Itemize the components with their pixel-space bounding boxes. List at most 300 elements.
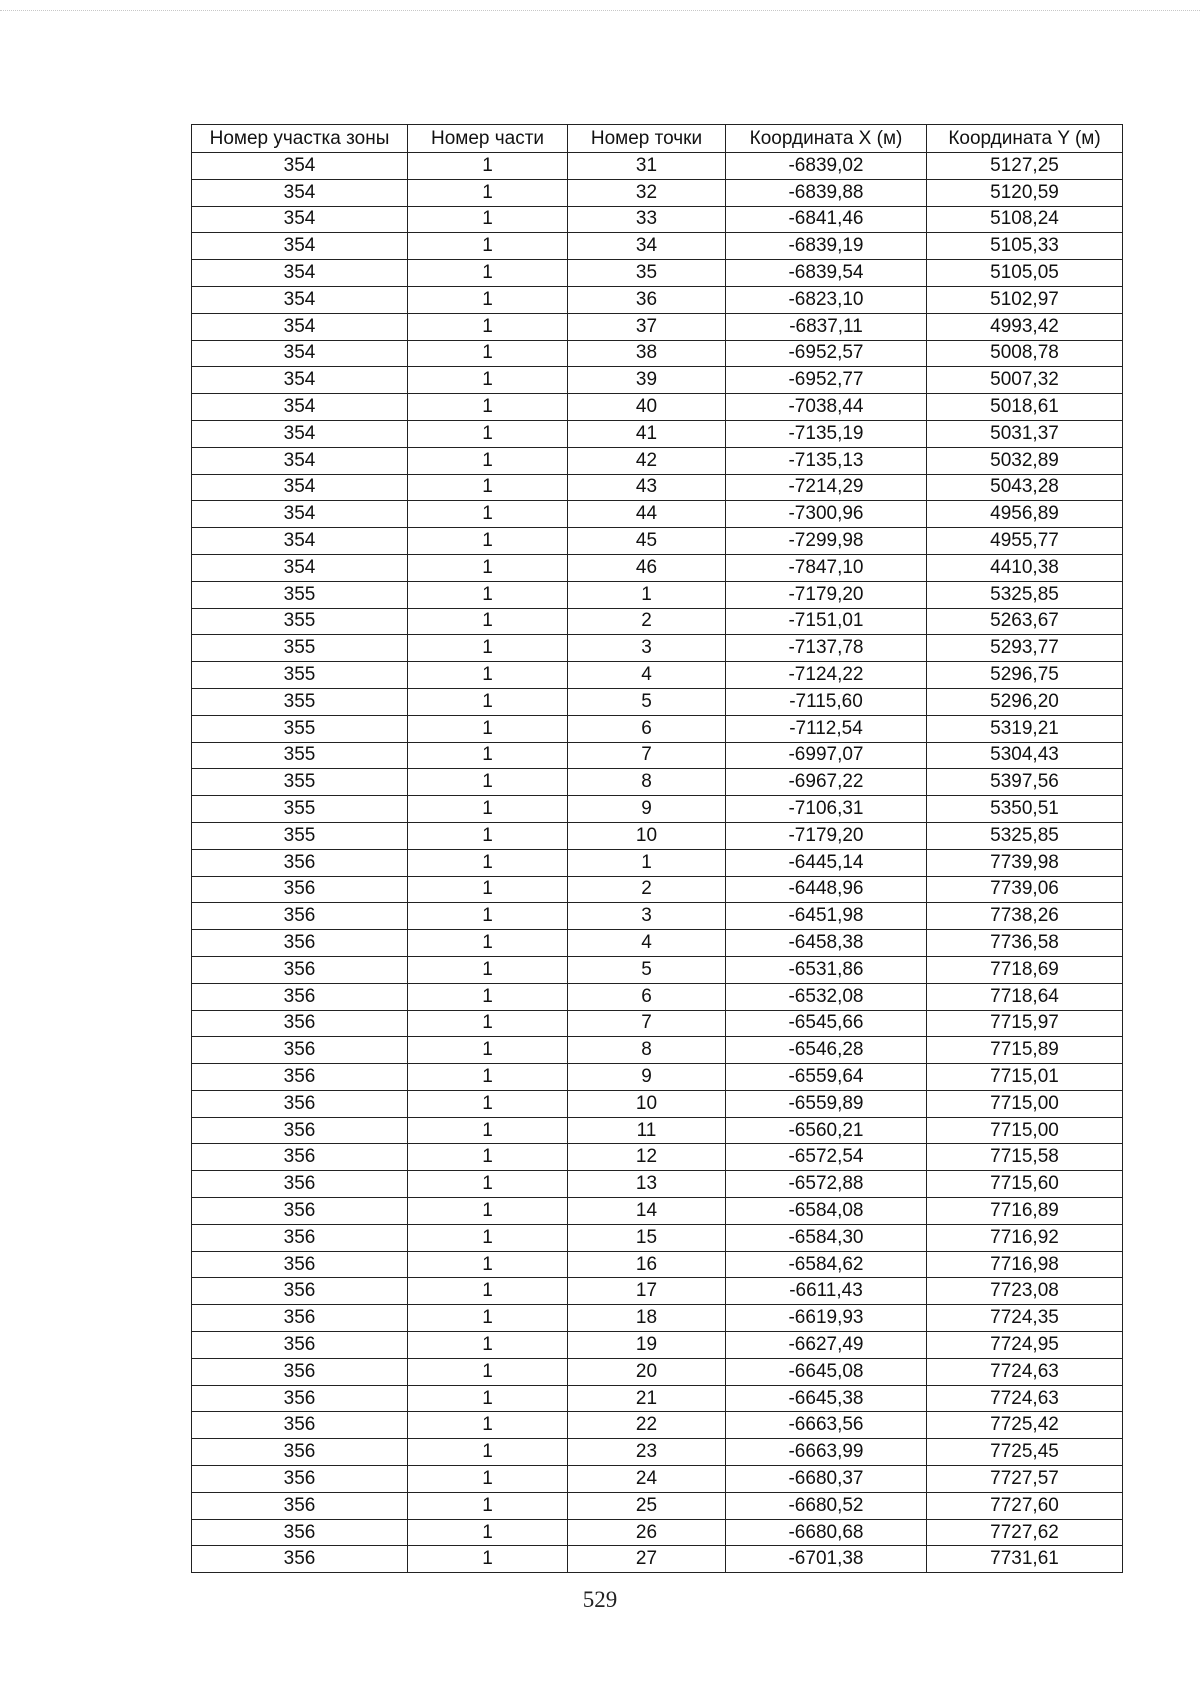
- cell-zone-plot-number: 354: [192, 179, 408, 206]
- cell-point-number: 27: [568, 1546, 726, 1573]
- table-row: [192, 153, 1123, 180]
- table-row: [192, 367, 1123, 394]
- cell-point-number: 42: [568, 447, 726, 474]
- cell-zone-plot-number: 356: [192, 876, 408, 903]
- cell-part-number: 1: [408, 876, 568, 903]
- cell-zone-plot-number: 354: [192, 340, 408, 367]
- cell-zone-plot-number: 356: [192, 1358, 408, 1385]
- table-row: [192, 1251, 1123, 1278]
- cell-coordinate-y: 7736,58: [927, 930, 1123, 957]
- cell-coordinate-x: -7151,01: [726, 608, 927, 635]
- cell-point-number: 19: [568, 1332, 726, 1359]
- cell-part-number: 1: [408, 1358, 568, 1385]
- cell-coordinate-x: -7214,29: [726, 474, 927, 501]
- cell-part-number: 1: [408, 286, 568, 313]
- cell-part-number: 1: [408, 206, 568, 233]
- cell-part-number: 1: [408, 1224, 568, 1251]
- table-row: [192, 930, 1123, 957]
- table-row: [192, 715, 1123, 742]
- cell-part-number: 1: [408, 1466, 568, 1493]
- header-point-number: Номер точки: [568, 125, 726, 153]
- cell-point-number: 6: [568, 983, 726, 1010]
- table-row: [192, 420, 1123, 447]
- cell-coordinate-y: 7716,89: [927, 1198, 1123, 1225]
- cell-coordinate-x: -6560,21: [726, 1117, 927, 1144]
- cell-point-number: 11: [568, 1117, 726, 1144]
- cell-point-number: 18: [568, 1305, 726, 1332]
- cell-zone-plot-number: 355: [192, 581, 408, 608]
- cell-zone-plot-number: 355: [192, 822, 408, 849]
- cell-part-number: 1: [408, 233, 568, 260]
- cell-coordinate-x: -7179,20: [726, 581, 927, 608]
- table-row: [192, 956, 1123, 983]
- cell-part-number: 1: [408, 420, 568, 447]
- cell-point-number: 23: [568, 1439, 726, 1466]
- cell-point-number: 7: [568, 1010, 726, 1037]
- table-row: [192, 528, 1123, 555]
- cell-coordinate-x: -7300,96: [726, 501, 927, 528]
- cell-part-number: 1: [408, 635, 568, 662]
- cell-point-number: 40: [568, 394, 726, 421]
- cell-point-number: 1: [568, 849, 726, 876]
- cell-part-number: 1: [408, 1144, 568, 1171]
- cell-zone-plot-number: 356: [192, 1466, 408, 1493]
- cell-coordinate-x: -7124,22: [726, 662, 927, 689]
- cell-point-number: 36: [568, 286, 726, 313]
- cell-part-number: 1: [408, 394, 568, 421]
- cell-part-number: 1: [408, 1439, 568, 1466]
- cell-coordinate-x: -6584,30: [726, 1224, 927, 1251]
- cell-coordinate-x: -6839,88: [726, 179, 927, 206]
- cell-coordinate-x: -6841,46: [726, 206, 927, 233]
- cell-part-number: 1: [408, 1064, 568, 1091]
- cell-coordinate-x: -6967,22: [726, 769, 927, 796]
- cell-part-number: 1: [408, 1412, 568, 1439]
- cell-coordinate-y: 5296,20: [927, 688, 1123, 715]
- cell-part-number: 1: [408, 340, 568, 367]
- cell-coordinate-y: 5293,77: [927, 635, 1123, 662]
- cell-coordinate-x: -6611,43: [726, 1278, 927, 1305]
- cell-zone-plot-number: 354: [192, 313, 408, 340]
- table-row: [192, 581, 1123, 608]
- cell-point-number: 10: [568, 822, 726, 849]
- cell-part-number: 1: [408, 474, 568, 501]
- cell-zone-plot-number: 354: [192, 394, 408, 421]
- cell-point-number: 13: [568, 1171, 726, 1198]
- cell-zone-plot-number: 356: [192, 1492, 408, 1519]
- cell-coordinate-y: 7715,89: [927, 1037, 1123, 1064]
- table-row: [192, 447, 1123, 474]
- cell-coordinate-x: -6445,14: [726, 849, 927, 876]
- table-row: [192, 394, 1123, 421]
- cell-zone-plot-number: 356: [192, 1144, 408, 1171]
- cell-coordinate-y: 7731,61: [927, 1546, 1123, 1573]
- cell-zone-plot-number: 355: [192, 608, 408, 635]
- cell-coordinate-x: -6701,38: [726, 1546, 927, 1573]
- cell-zone-plot-number: 356: [192, 1385, 408, 1412]
- table-row: [192, 1198, 1123, 1225]
- table-row: [192, 1305, 1123, 1332]
- cell-point-number: 45: [568, 528, 726, 555]
- cell-coordinate-x: -6627,49: [726, 1332, 927, 1359]
- cell-coordinate-y: 7738,26: [927, 903, 1123, 930]
- cell-point-number: 43: [568, 474, 726, 501]
- cell-coordinate-x: -6645,08: [726, 1358, 927, 1385]
- cell-point-number: 7: [568, 742, 726, 769]
- cell-zone-plot-number: 355: [192, 742, 408, 769]
- cell-point-number: 44: [568, 501, 726, 528]
- cell-coordinate-x: -6572,88: [726, 1171, 927, 1198]
- cell-point-number: 20: [568, 1358, 726, 1385]
- table-row: [192, 822, 1123, 849]
- cell-point-number: 9: [568, 796, 726, 823]
- cell-zone-plot-number: 354: [192, 501, 408, 528]
- cell-part-number: 1: [408, 1010, 568, 1037]
- cell-zone-plot-number: 356: [192, 930, 408, 957]
- cell-coordinate-y: 5007,32: [927, 367, 1123, 394]
- cell-coordinate-y: 5102,97: [927, 286, 1123, 313]
- cell-coordinate-y: 7715,00: [927, 1117, 1123, 1144]
- cell-part-number: 1: [408, 1492, 568, 1519]
- table-row: [192, 1224, 1123, 1251]
- cell-point-number: 21: [568, 1385, 726, 1412]
- cell-point-number: 4: [568, 662, 726, 689]
- header-zone-plot-number: Номер участка зоны: [192, 125, 408, 153]
- table-row: [192, 1546, 1123, 1573]
- cell-part-number: 1: [408, 313, 568, 340]
- cell-zone-plot-number: 356: [192, 903, 408, 930]
- cell-part-number: 1: [408, 715, 568, 742]
- cell-zone-plot-number: 354: [192, 233, 408, 260]
- cell-point-number: 4: [568, 930, 726, 957]
- cell-coordinate-x: -6546,28: [726, 1037, 927, 1064]
- cell-part-number: 1: [408, 179, 568, 206]
- cell-part-number: 1: [408, 1332, 568, 1359]
- cell-part-number: 1: [408, 849, 568, 876]
- cell-coordinate-x: -6952,57: [726, 340, 927, 367]
- page-number: 529: [582, 1587, 618, 1612]
- cell-point-number: 34: [568, 233, 726, 260]
- table-header-row: [192, 125, 1123, 153]
- cell-zone-plot-number: 354: [192, 260, 408, 287]
- cell-part-number: 1: [408, 822, 568, 849]
- cell-zone-plot-number: 356: [192, 1439, 408, 1466]
- cell-part-number: 1: [408, 956, 568, 983]
- table-row: [192, 662, 1123, 689]
- cell-zone-plot-number: 356: [192, 1171, 408, 1198]
- cell-coordinate-y: 5397,56: [927, 769, 1123, 796]
- cell-coordinate-y: 7715,97: [927, 1010, 1123, 1037]
- cell-coordinate-y: 7739,98: [927, 849, 1123, 876]
- cell-coordinate-y: 4956,89: [927, 501, 1123, 528]
- table-row: [192, 340, 1123, 367]
- cell-point-number: 8: [568, 769, 726, 796]
- cell-point-number: 33: [568, 206, 726, 233]
- cell-coordinate-x: -6839,19: [726, 233, 927, 260]
- cell-coordinate-y: 5108,24: [927, 206, 1123, 233]
- table-row: [192, 688, 1123, 715]
- cell-point-number: 2: [568, 608, 726, 635]
- cell-point-number: 5: [568, 688, 726, 715]
- scan-top-edge: [0, 10, 1200, 11]
- table-row: [192, 796, 1123, 823]
- cell-coordinate-y: 5325,85: [927, 822, 1123, 849]
- cell-zone-plot-number: 356: [192, 1037, 408, 1064]
- cell-coordinate-x: -7299,98: [726, 528, 927, 555]
- cell-coordinate-x: -6531,86: [726, 956, 927, 983]
- cell-coordinate-y: 5120,59: [927, 179, 1123, 206]
- cell-coordinate-x: -7137,78: [726, 635, 927, 662]
- cell-coordinate-x: -6645,38: [726, 1385, 927, 1412]
- cell-coordinate-x: -6532,08: [726, 983, 927, 1010]
- table-row: [192, 1064, 1123, 1091]
- cell-point-number: 39: [568, 367, 726, 394]
- cell-zone-plot-number: 354: [192, 528, 408, 555]
- table-body: [192, 153, 1123, 1573]
- cell-coordinate-y: 5296,75: [927, 662, 1123, 689]
- cell-coordinate-y: 5105,05: [927, 260, 1123, 287]
- coordinates-table: [191, 124, 1123, 1573]
- cell-coordinate-x: -6680,52: [726, 1492, 927, 1519]
- cell-coordinate-y: 7727,57: [927, 1466, 1123, 1493]
- cell-part-number: 1: [408, 260, 568, 287]
- cell-coordinate-y: 7724,95: [927, 1332, 1123, 1359]
- cell-coordinate-y: 7723,08: [927, 1278, 1123, 1305]
- cell-part-number: 1: [408, 367, 568, 394]
- table-row: [192, 313, 1123, 340]
- cell-part-number: 1: [408, 796, 568, 823]
- table-row: [192, 635, 1123, 662]
- cell-part-number: 1: [408, 1385, 568, 1412]
- table-row: [192, 903, 1123, 930]
- cell-coordinate-y: 5105,33: [927, 233, 1123, 260]
- cell-coordinate-y: 5350,51: [927, 796, 1123, 823]
- cell-coordinate-y: 7724,63: [927, 1385, 1123, 1412]
- cell-coordinate-x: -6663,56: [726, 1412, 927, 1439]
- cell-part-number: 1: [408, 153, 568, 180]
- table-row: [192, 233, 1123, 260]
- cell-coordinate-x: -6451,98: [726, 903, 927, 930]
- cell-point-number: 15: [568, 1224, 726, 1251]
- cell-coordinate-x: -7038,44: [726, 394, 927, 421]
- cell-zone-plot-number: 354: [192, 286, 408, 313]
- cell-coordinate-y: 4993,42: [927, 313, 1123, 340]
- cell-zone-plot-number: 356: [192, 1117, 408, 1144]
- cell-coordinate-x: -6680,68: [726, 1519, 927, 1546]
- cell-coordinate-x: -7847,10: [726, 554, 927, 581]
- table-row: [192, 1492, 1123, 1519]
- cell-coordinate-x: -6837,11: [726, 313, 927, 340]
- table-row: [192, 1439, 1123, 1466]
- cell-part-number: 1: [408, 554, 568, 581]
- cell-zone-plot-number: 356: [192, 1332, 408, 1359]
- cell-coordinate-y: 7724,35: [927, 1305, 1123, 1332]
- cell-zone-plot-number: 355: [192, 796, 408, 823]
- cell-coordinate-x: -6545,66: [726, 1010, 927, 1037]
- table-row: [192, 501, 1123, 528]
- cell-zone-plot-number: 354: [192, 474, 408, 501]
- table-row: [192, 608, 1123, 635]
- cell-zone-plot-number: 354: [192, 554, 408, 581]
- table-row: [192, 179, 1123, 206]
- table-row: [192, 474, 1123, 501]
- table-row: [192, 983, 1123, 1010]
- cell-coordinate-x: -6619,93: [726, 1305, 927, 1332]
- cell-part-number: 1: [408, 528, 568, 555]
- cell-point-number: 37: [568, 313, 726, 340]
- table-row: [192, 1358, 1123, 1385]
- cell-zone-plot-number: 355: [192, 715, 408, 742]
- cell-zone-plot-number: 356: [192, 1519, 408, 1546]
- cell-zone-plot-number: 356: [192, 983, 408, 1010]
- table-row: [192, 876, 1123, 903]
- cell-point-number: 24: [568, 1466, 726, 1493]
- cell-coordinate-y: 7724,63: [927, 1358, 1123, 1385]
- cell-coordinate-y: 5304,43: [927, 742, 1123, 769]
- cell-point-number: 25: [568, 1492, 726, 1519]
- cell-coordinate-x: -7106,31: [726, 796, 927, 823]
- table-row: [192, 849, 1123, 876]
- cell-point-number: 38: [568, 340, 726, 367]
- cell-part-number: 1: [408, 1278, 568, 1305]
- cell-part-number: 1: [408, 1117, 568, 1144]
- cell-coordinate-x: -6559,64: [726, 1064, 927, 1091]
- cell-part-number: 1: [408, 1090, 568, 1117]
- cell-part-number: 1: [408, 662, 568, 689]
- cell-zone-plot-number: 354: [192, 447, 408, 474]
- cell-point-number: 31: [568, 153, 726, 180]
- cell-part-number: 1: [408, 1519, 568, 1546]
- cell-part-number: 1: [408, 608, 568, 635]
- cell-zone-plot-number: 356: [192, 1278, 408, 1305]
- table-row: [192, 1332, 1123, 1359]
- cell-coordinate-y: 5263,67: [927, 608, 1123, 635]
- cell-zone-plot-number: 356: [192, 1546, 408, 1573]
- cell-part-number: 1: [408, 930, 568, 957]
- cell-coordinate-x: -6448,96: [726, 876, 927, 903]
- cell-part-number: 1: [408, 688, 568, 715]
- cell-coordinate-x: -6572,54: [726, 1144, 927, 1171]
- cell-point-number: 41: [568, 420, 726, 447]
- cell-coordinate-y: 7727,60: [927, 1492, 1123, 1519]
- cell-point-number: 14: [568, 1198, 726, 1225]
- cell-coordinate-x: -6584,62: [726, 1251, 927, 1278]
- cell-coordinate-y: 7725,45: [927, 1439, 1123, 1466]
- cell-part-number: 1: [408, 1171, 568, 1198]
- cell-coordinate-x: -6680,37: [726, 1466, 927, 1493]
- cell-coordinate-y: 7718,69: [927, 956, 1123, 983]
- cell-coordinate-x: -6839,02: [726, 153, 927, 180]
- table-row: [192, 1412, 1123, 1439]
- cell-zone-plot-number: 356: [192, 1412, 408, 1439]
- cell-coordinate-y: 7715,00: [927, 1090, 1123, 1117]
- cell-point-number: 10: [568, 1090, 726, 1117]
- cell-coordinate-x: -6823,10: [726, 286, 927, 313]
- table-row: [192, 260, 1123, 287]
- cell-coordinate-y: 4410,38: [927, 554, 1123, 581]
- cell-point-number: 46: [568, 554, 726, 581]
- table-row: [192, 206, 1123, 233]
- cell-point-number: 26: [568, 1519, 726, 1546]
- cell-coordinate-x: -7135,13: [726, 447, 927, 474]
- cell-coordinate-x: -6559,89: [726, 1090, 927, 1117]
- table-row: [192, 1037, 1123, 1064]
- cell-zone-plot-number: 355: [192, 635, 408, 662]
- cell-zone-plot-number: 356: [192, 1224, 408, 1251]
- cell-zone-plot-number: 354: [192, 206, 408, 233]
- cell-part-number: 1: [408, 1251, 568, 1278]
- cell-part-number: 1: [408, 581, 568, 608]
- cell-zone-plot-number: 356: [192, 1010, 408, 1037]
- cell-point-number: 16: [568, 1251, 726, 1278]
- cell-zone-plot-number: 356: [192, 1305, 408, 1332]
- cell-point-number: 8: [568, 1037, 726, 1064]
- cell-part-number: 1: [408, 983, 568, 1010]
- cell-zone-plot-number: 356: [192, 956, 408, 983]
- cell-coordinate-y: 5319,21: [927, 715, 1123, 742]
- cell-zone-plot-number: 355: [192, 769, 408, 796]
- table-row: [192, 286, 1123, 313]
- header-coordinate-y: Координата Y (м): [927, 125, 1123, 153]
- cell-coordinate-y: 7715,58: [927, 1144, 1123, 1171]
- cell-coordinate-y: 7716,98: [927, 1251, 1123, 1278]
- cell-zone-plot-number: 354: [192, 367, 408, 394]
- cell-part-number: 1: [408, 501, 568, 528]
- cell-coordinate-y: 4955,77: [927, 528, 1123, 555]
- cell-coordinate-x: -6663,99: [726, 1439, 927, 1466]
- cell-zone-plot-number: 356: [192, 1090, 408, 1117]
- cell-point-number: 35: [568, 260, 726, 287]
- cell-coordinate-y: 5043,28: [927, 474, 1123, 501]
- cell-part-number: 1: [408, 1037, 568, 1064]
- cell-point-number: 6: [568, 715, 726, 742]
- cell-zone-plot-number: 356: [192, 1251, 408, 1278]
- table-row: [192, 769, 1123, 796]
- cell-coordinate-y: 5325,85: [927, 581, 1123, 608]
- cell-part-number: 1: [408, 1305, 568, 1332]
- cell-coordinate-y: 5031,37: [927, 420, 1123, 447]
- cell-coordinate-y: 7727,62: [927, 1519, 1123, 1546]
- cell-coordinate-y: 7716,92: [927, 1224, 1123, 1251]
- table-row: [192, 1466, 1123, 1493]
- table-row: [192, 1117, 1123, 1144]
- table-row: [192, 1278, 1123, 1305]
- header-part-number: Номер части: [408, 125, 568, 153]
- table-row: [192, 554, 1123, 581]
- cell-coordinate-x: -6997,07: [726, 742, 927, 769]
- cell-part-number: 1: [408, 769, 568, 796]
- cell-coordinate-y: 5008,78: [927, 340, 1123, 367]
- cell-coordinate-y: 5018,61: [927, 394, 1123, 421]
- cell-point-number: 5: [568, 956, 726, 983]
- cell-coordinate-y: 7739,06: [927, 876, 1123, 903]
- cell-coordinate-x: -7115,60: [726, 688, 927, 715]
- cell-point-number: 3: [568, 903, 726, 930]
- cell-point-number: 22: [568, 1412, 726, 1439]
- cell-part-number: 1: [408, 447, 568, 474]
- table-row: [192, 1144, 1123, 1171]
- cell-coordinate-y: 5032,89: [927, 447, 1123, 474]
- cell-zone-plot-number: 355: [192, 662, 408, 689]
- cell-part-number: 1: [408, 1546, 568, 1573]
- cell-point-number: 1: [568, 581, 726, 608]
- header-coordinate-x: Координата X (м): [726, 125, 927, 153]
- cell-point-number: 2: [568, 876, 726, 903]
- cell-part-number: 1: [408, 1198, 568, 1225]
- cell-point-number: 32: [568, 179, 726, 206]
- cell-coordinate-y: 7718,64: [927, 983, 1123, 1010]
- cell-coordinate-y: 7725,42: [927, 1412, 1123, 1439]
